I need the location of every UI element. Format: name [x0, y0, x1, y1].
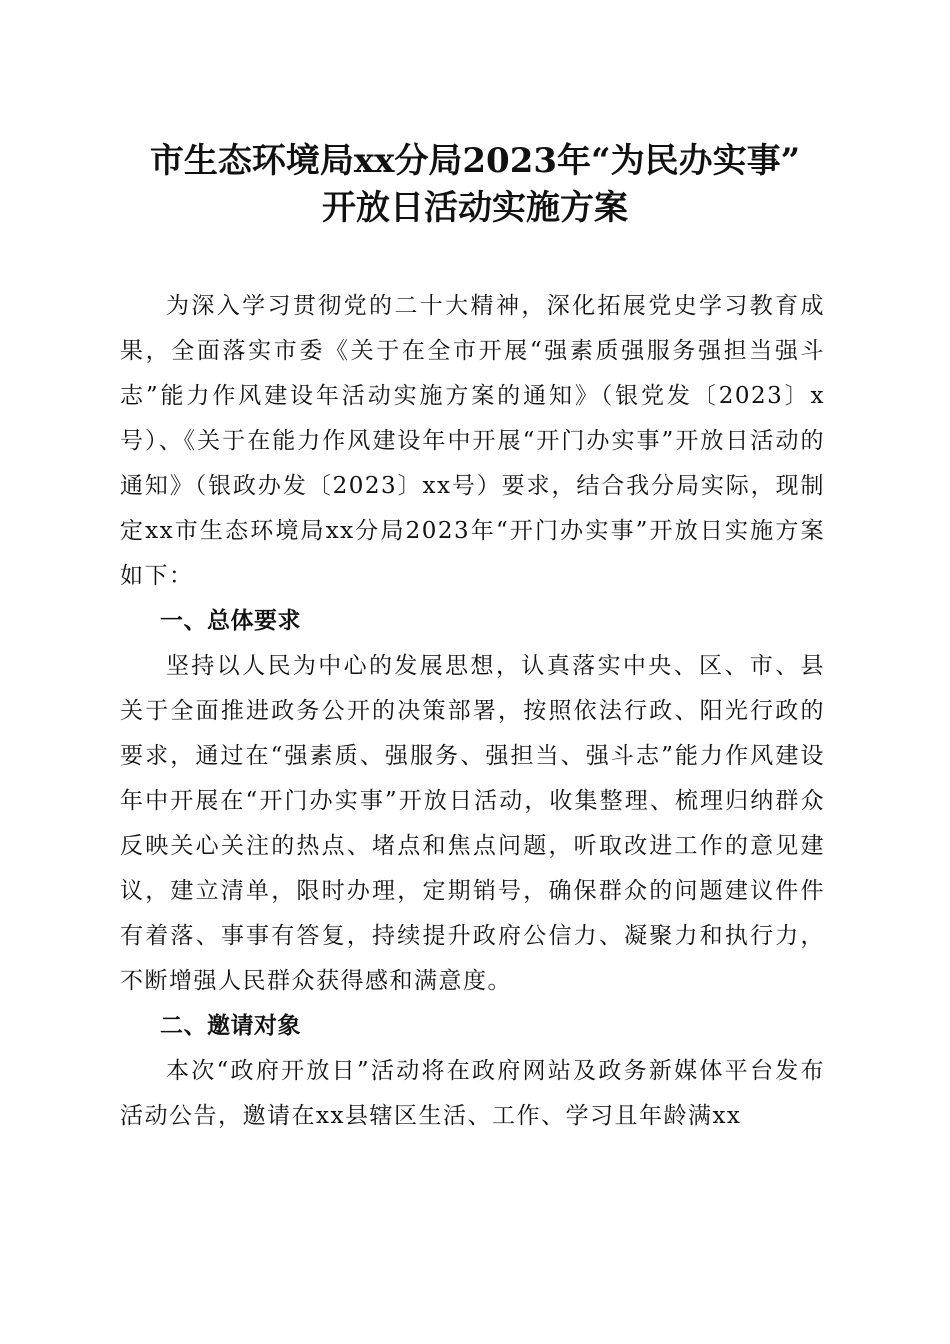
invitees-paragraph: 本次“政府开放日”活动将在政府网站及政务新媒体平台发布活动公告，邀请在xx县辖区生活、工作、学习且年龄满xx: [120, 1058, 825, 1129]
document-body: [120, 284, 825, 1139]
general-requirements-paragraph: 坚持以人民为中心的发展思想，认真落实中央、区、市、县关于全面推进政务公开的决策部署，按照依法行政、阳光行政的要求，通过在“强素质、强服务、强担当、强斗志”能力作风建设年中开展在“开门办实事”开放日活动，收集整理、梳理归纳群众反映关心关注的热点、堵点和焦点问题，听取改进工作的意见建议，建立清单，限时办理，定期销号，确保群众的问题建议件件有着落、事事有答复，持续提升政府公信力、凝聚力和执行力，不断增强人民群众获得感和满意度。: [120, 653, 825, 994]
document-title-line-2: 开放日活动实施方案: [322, 188, 628, 228]
document-title-line-1: 市生态环境局xx分局2023年“为民办实事”: [149, 141, 801, 181]
section-heading-invitees: 二、邀请对象: [160, 1013, 301, 1039]
intro-paragraph: 为深入学习贯彻党的二十大精神，深化拓展党史学习教育成果，全面落实市委《关于在全市开展“强素质强服务强担当强斗志”能力作风建设年活动实施方案的通知》（银党发〔2023〕x号）、《关于在能力作风建设年中开展“开门办实事”开放日活动的通知》（银政办发〔2023〕xx号）要求，结合我分局实际，现制定xx市生态环境局xx分局2023年“开门办实事”开放日实施方案如下：: [120, 293, 825, 589]
section-heading-general-requirements: 一、总体要求: [160, 608, 301, 634]
